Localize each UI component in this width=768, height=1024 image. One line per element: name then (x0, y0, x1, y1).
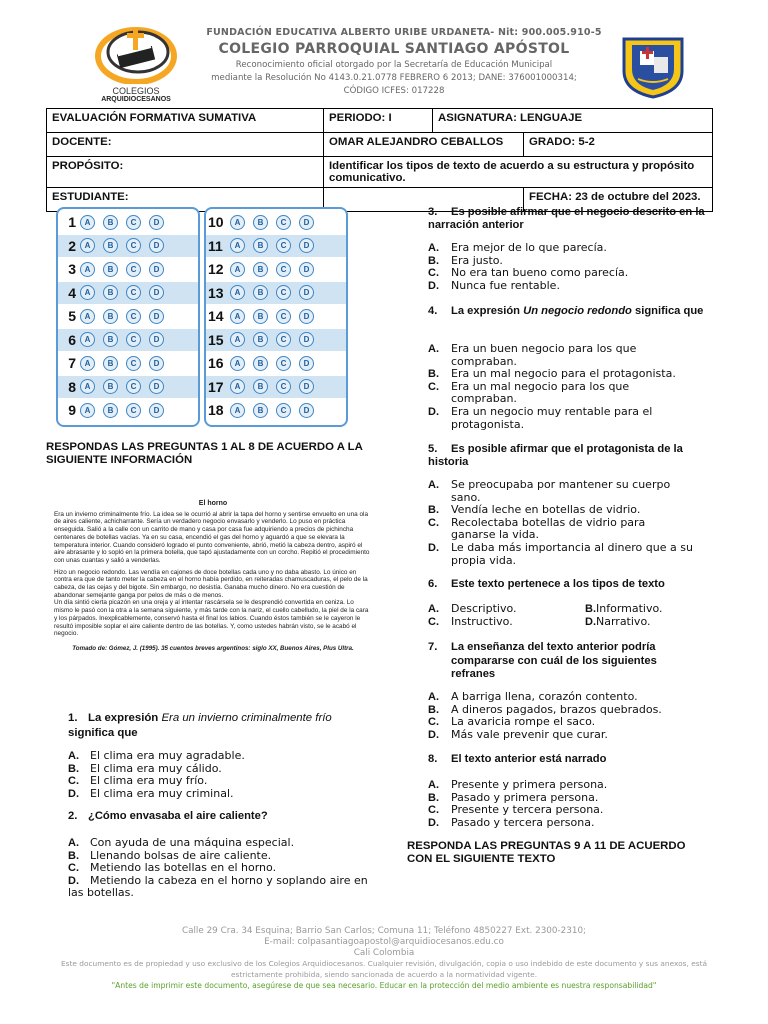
q6-option-b[interactable]: B.Informativo. (585, 602, 663, 615)
q8-options (428, 779, 723, 829)
question-4-number: 4. (428, 305, 438, 317)
answer-bubble-a[interactable]: A (80, 309, 95, 324)
answer-bubble-c[interactable]: C (126, 309, 141, 324)
q4-text-italic: Un negocio redondo (523, 305, 632, 317)
answer-row-number: 14 (208, 308, 224, 325)
answer-sheet-left (56, 207, 200, 427)
answer-row (58, 399, 198, 422)
question-2 (68, 810, 368, 822)
answer-bubble-c[interactable]: C (276, 356, 291, 371)
question-5-text: Es posible afirmar que el protagonista de la historia (428, 443, 683, 468)
answer-bubble-c[interactable]: C (126, 356, 141, 371)
answer-bubble-d[interactable]: D (149, 403, 164, 418)
question-1 (68, 711, 368, 741)
answer-bubble-a[interactable]: A (230, 356, 245, 371)
answer-bubble-a[interactable]: A (230, 309, 245, 324)
q6-options (428, 603, 723, 628)
answer-bubble-d[interactable]: D (149, 356, 164, 371)
q8-option-d[interactable]: D. Pasado y tercera persona. (428, 815, 595, 829)
answer-bubble-b[interactable]: B (103, 215, 118, 230)
answer-row (206, 376, 346, 399)
q7-option-a[interactable]: A. A barriga llena, corazón contento. (428, 690, 638, 703)
answer-row-number: 18 (208, 402, 224, 419)
answer-sheet-right (204, 207, 348, 427)
q8-option-a[interactable]: A. Presente y primera persona. (428, 778, 608, 791)
q7-option-b[interactable]: B. A dineros pagados, brazos quebrados. (428, 702, 662, 716)
instruction-questions-9-11: RESPONDA LAS PREGUNTAS 9 A 11 DE ACUERDO CON EL SIGUIENTE TEXTO (407, 840, 686, 865)
q1-text-a: La expresión (88, 712, 162, 724)
q4-text-b: significa que (631, 305, 704, 317)
asignatura: ASIGNATURA: LENGUAJE (433, 109, 713, 133)
answer-bubble-c[interactable]: C (126, 332, 141, 347)
grado: GRADO: 5-2 (524, 133, 713, 157)
eval-type: EVALUACIÓN FORMATIVA SUMATIVA (47, 109, 324, 133)
story-block (54, 500, 372, 653)
answer-row-number: 13 (208, 284, 224, 301)
question-1-number: 1. (68, 712, 78, 724)
answer-row-number: 10 (208, 214, 224, 231)
answer-bubble-b[interactable]: B (103, 238, 118, 253)
docente-label: DOCENTE: (47, 133, 324, 157)
q3-option-a[interactable]: A. Era mejor de lo que parecía. (428, 241, 607, 254)
answer-bubble-d[interactable]: D (299, 215, 314, 230)
answer-bubble-b[interactable]: B (103, 379, 118, 394)
answer-row-number: 4 (68, 284, 76, 301)
answer-bubble-c[interactable]: C (276, 262, 291, 277)
question-6 (428, 578, 718, 590)
answer-row (58, 305, 198, 328)
recognition-line-2: mediante la Resolución No 4143.0.21.0778 FEBRERO 6 2013; DANE: 376001000314; (211, 73, 577, 83)
q3-option-d[interactable]: D. Nunca fue rentable. (428, 278, 560, 292)
answer-bubble-a[interactable]: A (230, 403, 245, 418)
answer-bubble-a[interactable]: A (230, 379, 245, 394)
story-paragraph-3: Un día sintió cierta picazón en una oreja y al intentar rascársela se le desprendió convertida en ceniza. Lo mismo le pasó con la otra a la semana siguiente, y más tarde con la nariz, el cuello cabelludo, la piel de la cara y los párpados. Inexplicablemente, conservó hasta el final los labios. Cuando éstos también se le cayeron le resultó imposible soplar el aire caliente dentro de las botellas. Y, como ustedes habrán visto, se le acabó el negocio. (54, 599, 369, 638)
answer-bubble-d[interactable]: D (299, 285, 314, 300)
answer-bubble-d[interactable]: D (299, 238, 314, 253)
footer-city: Cali Colombia (353, 948, 415, 958)
question-8 (428, 753, 718, 765)
answer-row (206, 258, 346, 281)
answer-bubble-b[interactable]: B (253, 238, 268, 253)
answer-row (58, 258, 198, 281)
answer-bubble-a[interactable]: A (230, 215, 245, 230)
answer-bubble-c[interactable]: C (276, 238, 291, 253)
q8-option-b[interactable]: B. Pasado y primera persona. (428, 790, 599, 804)
question-6-number: 6. (428, 578, 438, 590)
story-paragraph-2: Hizo un negocio redondo. Las vendía en cajones de doce botellas cada uno y no daba abasto. Lo único en contra era que de tanto meter la cabeza en el horno había perdido, en reiteradas chamuscaduras, el pelo de la cabeza, de las cejas y del bigote. Sin embargo, no desistía. Ganaba mucho dinero. No era cuestión de abandonar semejante ganga por pelos de más o de menos. (54, 568, 368, 599)
answer-bubble-b[interactable]: B (253, 285, 268, 300)
question-2-text: ¿Cómo envasaba el aire caliente? (88, 810, 268, 822)
answer-bubble-a[interactable]: A (230, 332, 245, 347)
school-name: COLEGIO PARROQUIAL SANTIAGO APÓSTOL (218, 41, 570, 57)
question-2-number: 2. (68, 810, 78, 822)
question-8-number: 8. (428, 753, 438, 765)
q4-option-a[interactable]: A. Era un buen negocio para los que compraban. (428, 342, 637, 368)
proposito-text: Identificar los tipos de texto de acuerdo a su estructura y propósito comunicativo. (324, 157, 713, 188)
q1-option-d[interactable]: D. El clima era muy criminal. (68, 786, 234, 800)
question-3 (428, 206, 718, 232)
answer-row (206, 211, 346, 234)
q3-option-b[interactable]: B. Era justo. (428, 253, 503, 267)
q1-options (68, 750, 368, 800)
question-3-text: Es posible afirmar que el negocio descrito en la narración anterior (428, 206, 705, 231)
answer-row (58, 352, 198, 375)
q2-option-a[interactable]: A. Con ayuda de una máquina especial. (68, 836, 295, 849)
q2-option-b[interactable]: B. Llenando bolsas de aire caliente. (68, 848, 272, 862)
q4-option-b[interactable]: B. Era un mal negocio para el protagonista. (428, 367, 676, 381)
answer-bubble-b[interactable]: B (103, 332, 118, 347)
foundation-line: FUNDACIÓN EDUCATIVA ALBERTO URIBE URDANETA- Nit: 900.005.910-5 (206, 27, 602, 38)
q6-option-a[interactable]: A. Descriptivo. (428, 602, 517, 615)
answer-row-number: 17 (208, 378, 224, 395)
question-5-number: 5. (428, 443, 438, 455)
q7-option-d[interactable]: D. Más vale prevenir que curar. (428, 727, 608, 741)
answer-bubble-c[interactable]: C (276, 285, 291, 300)
question-7-number: 7. (428, 641, 438, 653)
answer-bubble-a[interactable]: A (80, 403, 95, 418)
question-8-text: El texto anterior está narrado (451, 753, 607, 765)
answer-bubble-d[interactable]: D (149, 332, 164, 347)
q1-text-b: significa que (68, 727, 138, 739)
answer-bubble-b[interactable]: B (253, 262, 268, 277)
answer-bubble-c[interactable]: C (126, 238, 141, 253)
answer-row-number: 1 (68, 214, 76, 231)
q7-options (428, 691, 723, 741)
answer-bubble-a[interactable]: A (80, 356, 95, 371)
periodo: PERIODO: I (324, 109, 433, 133)
q2-options (68, 837, 373, 900)
answer-bubble-c[interactable]: C (276, 379, 291, 394)
answer-row (58, 235, 198, 258)
answer-bubble-d[interactable]: D (149, 215, 164, 230)
question-6-text: Este texto pertenece a los tipos de texto (451, 578, 665, 590)
answer-row (206, 282, 346, 305)
q8-option-c[interactable]: C. Presente y tercera persona. (428, 803, 604, 817)
answer-row (58, 329, 198, 352)
answer-bubble-c[interactable]: C (126, 262, 141, 277)
answer-bubble-c[interactable]: C (276, 332, 291, 347)
logo-text-arquidiocesanos: ARQUIDIOCESANOS (101, 96, 171, 103)
answer-row (58, 211, 198, 234)
answer-row-number: 12 (208, 261, 224, 278)
q7-option-c[interactable]: C. La avaricia rompe el saco. (428, 715, 596, 729)
q5-options (428, 479, 723, 567)
q5-option-a[interactable]: A. Se preocupaba por mantener su cuerpo sano. (428, 478, 671, 504)
answer-row (206, 235, 346, 258)
answer-bubble-b[interactable]: B (103, 262, 118, 277)
answer-bubble-a[interactable]: A (80, 215, 95, 230)
school-crest (620, 35, 686, 99)
answer-bubble-a[interactable]: A (230, 238, 245, 253)
answer-bubble-c[interactable]: C (126, 379, 141, 394)
answer-bubble-d[interactable]: D (149, 238, 164, 253)
recognition-line-1: Reconocimiento oficial otorgado por la Secretaría de Educación Municipal (235, 60, 553, 70)
story-source: Tomado de: Gómez, J. (1995). 35 cuentos breves argentinos: siglo XX, Buenos Aires, Plus Ultra. (72, 644, 354, 652)
answer-row-number: 6 (68, 331, 76, 348)
answer-bubble-b[interactable]: B (103, 309, 118, 324)
answer-row (206, 399, 346, 422)
q4-text-a: La expresión (451, 305, 524, 317)
answer-bubble-d[interactable]: D (299, 332, 314, 347)
answer-row-number: 7 (68, 355, 76, 372)
q3-option-c[interactable]: C. No era tan bueno como parecía. (428, 266, 629, 280)
answer-row (58, 282, 198, 305)
q1-option-b[interactable]: B. El clima era muy cálido. (68, 761, 222, 775)
logo-text-colegios: COLEGIOS (112, 86, 160, 96)
proposito-label: PROPÓSITO: (47, 157, 324, 188)
answer-bubble-c[interactable]: C (126, 403, 141, 418)
answer-bubble-d[interactable]: D (149, 309, 164, 324)
icfes-code: CÓDIGO ICFES: 017228 (343, 86, 445, 96)
q3-options (428, 242, 718, 292)
footer-notice-2: estrictamente prohibida, siendo sancionada de acuerdo a la normatividad vigente. (230, 970, 538, 979)
answer-bubble-b[interactable]: B (253, 332, 268, 347)
question-5 (428, 443, 723, 469)
question-4 (428, 305, 718, 318)
answer-bubble-c[interactable]: C (126, 285, 141, 300)
answer-bubble-a[interactable]: A (230, 262, 245, 277)
q2-option-c[interactable]: C. Metiendo las botellas en el horno. (68, 861, 277, 875)
answer-bubble-d[interactable]: D (299, 403, 314, 418)
answer-bubble-a[interactable]: A (80, 262, 95, 277)
answer-bubble-b[interactable]: B (103, 285, 118, 300)
q5-option-c[interactable]: C. Recolectaba botellas de vidrio para ganarse la vida. (428, 515, 646, 542)
answer-row (58, 376, 198, 399)
answer-bubble-b[interactable]: B (103, 356, 118, 371)
estudiante-label: ESTUDIANTE: (47, 188, 324, 212)
answer-bubble-a[interactable]: A (80, 238, 95, 253)
answer-row-number: 2 (68, 237, 76, 254)
footer-notice-1: Este documento es de propiedad y uso exclusivo de los Colegios Arquidiocesanos. Cualquier revisión, divulgación, copia o uso indebido de este documento y sus anexos, está (60, 959, 708, 968)
answer-row-number: 3 (68, 261, 76, 278)
answer-row-number: 11 (208, 237, 223, 254)
q1-text-italic: Era un invierno criminalmente frío (161, 712, 332, 724)
answer-row-number: 9 (68, 402, 76, 419)
answer-row-number: 16 (208, 355, 224, 372)
q4-options (428, 343, 718, 431)
answer-row (206, 352, 346, 375)
q5-option-b[interactable]: B. Vendía leche en botellas de vidrio. (428, 503, 641, 517)
answer-bubble-a[interactable]: A (230, 285, 245, 300)
story-paragraph-1: Era un invierno criminalmente frío. La idea se le ocurrió al abrir la tapa del horno y sentirse envuelto en una ola de aires caliente, achicharrante. Sería un verdadero negocio envasarlo y venderlo. Lo puso en práctica enseguida. Salió a la calle con un carrito de mano y casa por casa fue adquiriendo a precios de pichincha centenares de botellas vacías. Ya en su casa, encendió el gas del horno y aguardó a que se elevara la temperatura interior. Cuando consideró logrado el punto conveniente, abrió, metió la cabeza dentro, aspiró el aire abrasante y lo sopló en la primera botella, que tapó ajustadamente con un corcho. Repitió el procedimiento con unas cuantas y salió a venderlas. (54, 510, 370, 564)
answer-bubble-b[interactable]: B (253, 309, 268, 324)
docente-name: OMAR ALEJANDRO CEBALLOS (324, 133, 524, 157)
q6-option-d[interactable]: D.Narrativo. (585, 614, 651, 628)
answer-bubble-d[interactable]: D (149, 379, 164, 394)
answer-bubble-c[interactable]: C (276, 215, 291, 230)
fecha: FECHA: 23 de octubre del 2023. (524, 188, 713, 212)
answer-bubble-d[interactable]: D (299, 309, 314, 324)
q4-option-d[interactable]: D. Era un negocio muy rentable para el protagonista. (428, 404, 653, 431)
answer-bubble-d[interactable]: D (299, 379, 314, 394)
instruction-questions-1-8: RESPONDAS LAS PREGUNTAS 1 AL 8 DE ACUERDO A LA SIGUIENTE INFORMACIÓN (46, 441, 363, 466)
answer-row-number: 5 (68, 308, 76, 325)
q1-option-a[interactable]: A. El clima era muy agradable. (68, 749, 245, 762)
answer-bubble-a[interactable]: A (80, 379, 95, 394)
answer-bubble-b[interactable]: B (253, 403, 268, 418)
answer-bubble-c[interactable]: C (276, 403, 291, 418)
footer-email: E-mail: colpasantiagoapostol@arquidiocesanos.edu.co (264, 937, 504, 947)
question-3-number: 3. (428, 206, 438, 218)
footer-address: Calle 29 Cra. 34 Esquina; Barrio San Carlos; Comuna 11; Teléfono 4850227 Ext. 2300-2310; (181, 926, 587, 936)
answer-bubble-a[interactable]: A (80, 285, 95, 300)
story-title: El horno (198, 500, 228, 507)
answer-bubble-b[interactable]: B (253, 379, 268, 394)
evaluation-info-table (46, 108, 713, 212)
answer-bubble-b[interactable]: B (103, 403, 118, 418)
question-7 (428, 641, 703, 682)
crest-icon (620, 35, 686, 99)
answer-bubble-d[interactable]: D (149, 262, 164, 277)
answer-row (206, 329, 346, 352)
answer-bubble-d[interactable]: D (299, 356, 314, 371)
answer-bubble-c[interactable]: C (276, 309, 291, 324)
q1-option-c[interactable]: C. El clima era muy frío. (68, 774, 208, 788)
answer-row (206, 305, 346, 328)
answer-bubble-d[interactable]: D (299, 262, 314, 277)
footer-eco-message: "Antes de imprimir este documento, asegúrese de que sea necesario. Educar en la protección del medio ambiente es nuestra responsabilidad" (111, 981, 657, 990)
q2-option-d[interactable]: D. Metiendo la cabeza en el horno y soplando aire en las botellas. (68, 873, 368, 900)
answer-row-number: 15 (208, 331, 224, 348)
answer-bubble-d[interactable]: D (149, 285, 164, 300)
answer-bubble-a[interactable]: A (80, 332, 95, 347)
answer-bubble-b[interactable]: B (253, 215, 268, 230)
answer-bubble-b[interactable]: B (253, 356, 268, 371)
q5-option-d[interactable]: D. Le daba más importancia al dinero que a su propia vida. (428, 540, 693, 567)
q4-option-c[interactable]: C. Era un mal negocio para los que compraban. (428, 379, 630, 406)
answer-bubble-c[interactable]: C (126, 215, 141, 230)
answer-row-number: 8 (68, 378, 76, 395)
question-7-text: La enseñanza del texto anterior podría compararse con cuál de los siguientes refranes (451, 641, 657, 680)
q6-option-c[interactable]: C. Instructivo. (428, 614, 513, 628)
